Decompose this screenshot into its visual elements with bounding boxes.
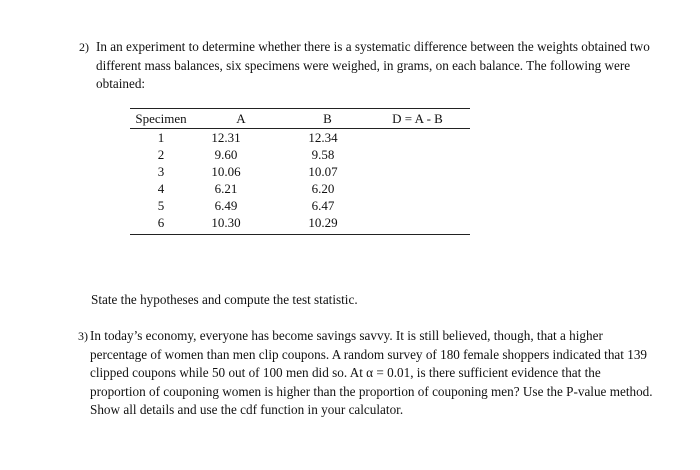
value-d-cell xyxy=(365,214,470,235)
value-b-cell-text: 6.47 xyxy=(311,197,335,213)
table-row xyxy=(130,146,470,163)
value-d-cell xyxy=(365,180,470,197)
header-b: B xyxy=(290,109,365,129)
value-b-cell xyxy=(290,146,365,163)
value-a-cell xyxy=(192,214,290,235)
table-row xyxy=(130,180,470,197)
table-header-row xyxy=(130,109,470,129)
value-b-cell-text: 6.20 xyxy=(311,180,335,196)
problem-2-text: In an experiment to determine whether there is a systematic difference between the weights obtained two different mass balances, six specimens were weighed, in grams, on each balance. The following were obtained: xyxy=(96,39,650,91)
specimen-cell: 3 xyxy=(157,163,165,179)
specimen-cell: 4 xyxy=(157,180,165,196)
problem-3-number: 3) xyxy=(78,329,88,343)
problem-3 xyxy=(78,327,658,420)
value-d-cell xyxy=(365,146,470,163)
value-a-cell xyxy=(192,163,290,180)
value-b-cell xyxy=(290,197,365,214)
value-b-cell-text: 10.29 xyxy=(308,214,338,230)
table-row xyxy=(130,214,470,235)
weights-table xyxy=(130,108,470,235)
value-a-cell-text: 9.60 xyxy=(214,146,238,162)
table-row xyxy=(130,197,470,214)
value-a-cell xyxy=(192,180,290,197)
value-b-cell-text: 9.58 xyxy=(311,146,335,162)
specimen-cell: 2 xyxy=(157,146,165,162)
value-a-cell-text: 6.49 xyxy=(214,197,238,213)
value-b-cell xyxy=(290,180,365,197)
value-a-cell-text: 10.30 xyxy=(211,214,241,230)
problem-3-text: In today’s economy, everyone has become savings savvy. It is still believed, though, that a higher percentage of women than men clip coupons. A random survey of 180 female shoppers indicated that 139 clipped coupons while 50 out of 100 men did so. At α = 0.01, is there sufficient evidence that the proportion of couponing women is higher than the proportion of couponing men? Use the P-value method. Show all details and use the cdf function in your calculator. xyxy=(90,328,653,417)
problem-2 xyxy=(79,38,658,94)
specimen-cell: 5 xyxy=(157,197,165,213)
problem-2-number: 2) xyxy=(79,40,89,54)
value-d-cell xyxy=(365,163,470,180)
specimen-cell: 6 xyxy=(130,214,192,235)
table-row xyxy=(130,129,470,147)
value-d-cell xyxy=(365,129,470,147)
value-a-cell-text: 12.31 xyxy=(211,129,241,145)
value-d-cell xyxy=(365,197,470,214)
value-a-cell xyxy=(192,146,290,163)
value-a-cell xyxy=(192,197,290,214)
header-d: D = A - B xyxy=(365,109,470,129)
header-a: A xyxy=(192,109,290,129)
value-b-cell-text: 10.07 xyxy=(308,163,338,179)
value-a-cell xyxy=(192,129,290,147)
table-body xyxy=(130,129,470,235)
value-b-cell xyxy=(290,163,365,180)
value-a-cell-text: 6.21 xyxy=(214,180,238,196)
value-a-cell-text: 10.06 xyxy=(211,163,241,179)
value-b-cell-text: 12.34 xyxy=(308,129,338,145)
header-specimen: Specimen xyxy=(130,109,192,129)
value-b-cell xyxy=(290,129,365,147)
table-row xyxy=(130,163,470,180)
value-b-cell xyxy=(290,214,365,235)
specimen-cell: 1 xyxy=(157,129,165,145)
problem-2-followup: State the hypotheses and compute the test statistic. xyxy=(91,292,358,307)
